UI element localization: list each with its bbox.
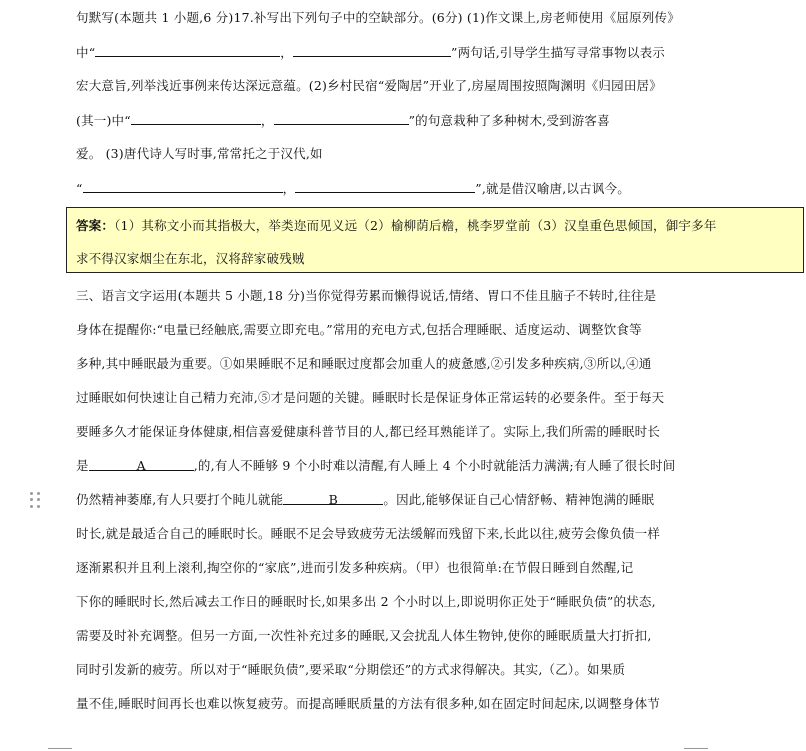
answer-line: 求不得汉家烟尘在东北，汉将辞家破残贼 [76, 251, 305, 266]
q17-line [76, 44, 665, 61]
text: ”两句话,引导学生描写寻常事物以表示 [451, 45, 665, 60]
q17-line [76, 180, 630, 197]
page-corner-mark [684, 748, 708, 749]
q17-line [76, 112, 610, 129]
section3-line: 需要及时补充调整。但另一方面,一次性补充过多的睡眠,又会扰乱人体生物钟,使你的睡眠质量大打折扣, [76, 628, 652, 643]
section3-line [76, 492, 654, 508]
answer-text: （1）其称文小而其指极大，举类迩而见义远（2）榆柳荫后檐，桃李罗堂前（3）汉皇重色思倾国，御宇多年 [114, 218, 717, 233]
section3-line [76, 458, 675, 474]
q17-line: 爱。 (3)唐代诗人写时事,常常托之于汉代,如 [76, 146, 323, 161]
section3-line: 逐渐累积并且利上滚利,掏空你的“家底”,进而引发多种疾病。（甲）也很简单:在节假日睡到自然醒,记 [76, 560, 634, 575]
text: 是 [76, 458, 89, 473]
fill-blank[interactable] [293, 44, 451, 57]
blank-a[interactable]: A [89, 458, 194, 471]
section3-line: 时长,就是最适合自己的睡眠时长。睡眠不足会导致疲劳无法缓解而残留下来,长此以往,疲劳会像负债一样 [76, 526, 661, 541]
text: (其一)中“ [76, 113, 131, 128]
q17-line: 宏大意旨,列举浅近事例来传达深远意蕴。(2)乡村民宿“爱陶居”开业了,房屋周围按照陶渊明《归园田居》 [76, 78, 662, 93]
fill-blank[interactable] [95, 44, 280, 57]
answer-box [66, 207, 804, 273]
comma: ， [260, 113, 274, 128]
blank-b[interactable]: B [283, 492, 383, 505]
text: 。因此,能够保证自己心情舒畅、精神饱满的睡眠 [383, 492, 655, 507]
text: 中“ [76, 45, 96, 60]
fill-blank[interactable] [274, 112, 409, 125]
drag-handle-icon[interactable] [30, 492, 42, 508]
section3-line: 过睡眠如何快速让自己精力充沛,⑤才是问题的关键。睡眠时长是保证身体正常运转的必要条件。至于每天 [76, 390, 665, 405]
comma: ， [282, 181, 296, 196]
section3-line: 要睡多久才能保证身体健康,相信喜爱健康科普节目的人,都已经耳熟能详了。实际上,我们所需的睡眠时长 [76, 424, 661, 439]
section3-line: 同时引发新的疲劳。所以对于“睡眠负债”,要采取“分期偿还”的方式求得解决。其实,（乙）。如果质 [76, 662, 626, 677]
fill-blank[interactable] [83, 180, 283, 193]
section3-line: 多种,其中睡眠最为重要。①如果睡眠不足和睡眠过度都会加重人的疲惫感,②引发多种疾病,③所以,④通 [76, 356, 652, 371]
q17-line: 句默写(本题共 1 小题,6 分)17.补写出下列句子中的空缺部分。(6分) (1)作文课上,房老师使用《屈原列传》 [76, 10, 680, 25]
text: ,的,有人不睡够 9 个小时难以清醒,有人睡上 4 个小时就能活力满满;有人睡了很长时间 [193, 458, 676, 473]
section3-line: 身体在提醒你:“电量已经触底,需要立即充电。”常用的充电方式,包括合理睡眠、适度运动、调整饮食等 [76, 322, 642, 337]
answer-line [76, 218, 717, 234]
text: “ [76, 181, 83, 196]
section3-line: 三、语言文字运用(本题共 5 小题,18 分)当你觉得劳累而懒得说话,情绪、胃口不佳且脑子不转时,往往是 [76, 288, 657, 303]
text: 仍然精神萎靡,有人只要打个盹儿就能 [76, 492, 284, 507]
section3-line: 量不佳,睡眠时间再长也难以恢复疲劳。而提高睡眠质量的方法有很多种,如在固定时间起床,以调整身体节 [76, 696, 661, 711]
text: ”的句意栽种了多种树木,受到游客喜 [408, 113, 610, 128]
answer-label: 答案： [76, 218, 115, 233]
text: ”,就是借汉喻唐,以古讽今。 [475, 181, 630, 196]
section3-line: 下你的睡眠时长,然后减去工作日的睡眠时长,如果多出 2 个小时以上,即说明你正处于“睡眠负债”的状态, [76, 594, 656, 609]
fill-blank[interactable] [295, 180, 475, 193]
fill-blank[interactable] [131, 112, 261, 125]
comma: ， [280, 45, 293, 60]
page-corner-mark [48, 748, 72, 749]
